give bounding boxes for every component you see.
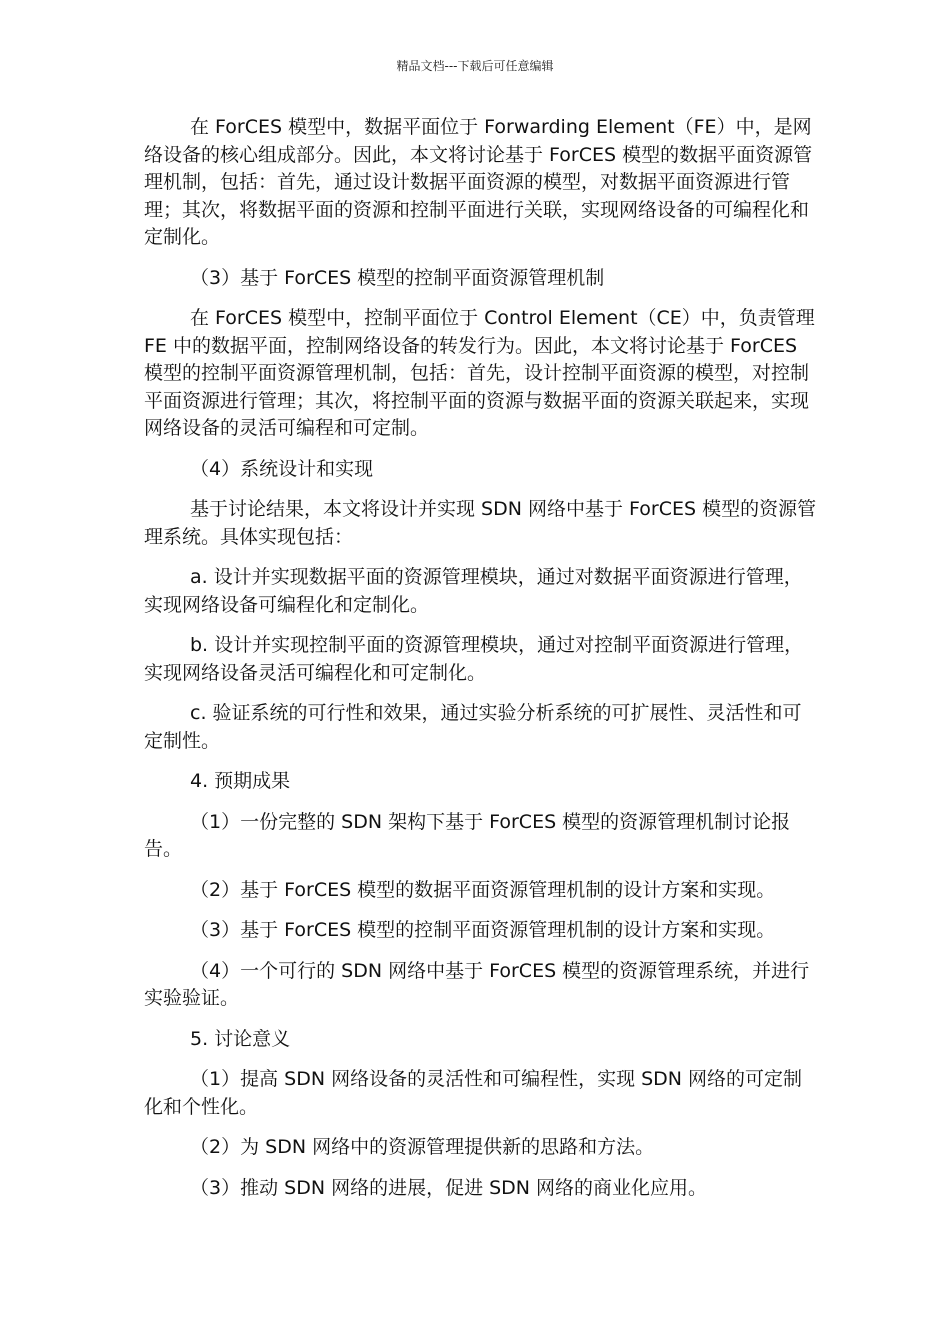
page-header: 精品文档---下载后可任意编辑 (396, 59, 554, 73)
heading-system-design: （4）系统设计和实现 (190, 457, 374, 480)
document-body (144, 114, 820, 1215)
result-item-3: （3）基于 ForCES 模型的控制平面资源管理机制的设计方案和实现。 (190, 919, 776, 941)
list-item-b: b. 设计并实现控制平面的资源管理模块，通过对控制平面资源进行管理，实现网络设备灵活可编程化和可定制化。 (144, 634, 804, 684)
heading-control-plane: （3）基于 ForCES 模型的控制平面资源管理机制 (190, 266, 605, 289)
significance-item-1: （1）提高 SDN 网络设备的灵活性和可编程性，实现 SDN 网络的可定制化和个性化。 (144, 1068, 803, 1118)
result-item-1: （1）一份完整的 SDN 架构下基于 ForCES 模型的资源管理机制讨论报告。 (144, 810, 791, 860)
significance-item-3: （3）推动 SDN 网络的进展，促进 SDN 网络的商业化应用。 (190, 1176, 708, 1199)
paragraph-system-design: 基于讨论结果，本文将设计并实现 SDN 网络中基于 ForCES 模型的资源管理系统。具体实现包括： (144, 498, 817, 548)
result-item-4: （4）一个可行的 SDN 网络中基于 ForCES 模型的资源管理系统，并进行实验验证。 (144, 959, 810, 1009)
heading-significance: 5. 讨论意义 (190, 1027, 291, 1050)
result-item-2: （2）基于 ForCES 模型的数据平面资源管理机制的设计方案和实现。 (190, 878, 776, 901)
list-item-c: c. 验证系统的可行性和效果，通过实验分析系统的可扩展性、灵活性和可定制性。 (144, 702, 802, 752)
list-item-a: a. 设计并实现数据平面的资源管理模块，通过对数据平面资源进行管理，实现网络设备可编程化和定制化。 (144, 566, 803, 616)
heading-expected-results: 4. 预期成果 (190, 770, 291, 792)
significance-item-2: （2）为 SDN 网络中的资源管理提供新的思路和方法。 (190, 1136, 655, 1158)
paragraph-data-plane: 在 ForCES 模型中，数据平面位于 Forwarding Element（FE）中，是网络设备的核心组成部分。因此，本文将讨论基于 ForCES 模型的数据平面资源管理机制，包括：首先，通过设计数据平面资源的模型，对数据平面资源进行管理；其次，将数据平面的资源和控制平面进行关联，实现网络设备的可编程化和定制化。 (144, 116, 813, 248)
paragraph-control-plane: 在 ForCES 模型中，控制平面位于 Control Element（CE）中，负责管理 FE 中的数据平面，控制网络设备的转发行为。因此，本文将讨论基于 ForCES 模型的控制平面资源管理机制，包括：首先，设计控制平面资源的模型，对控制平面资源进行管理；其次，将控制平面的资源与数据平面的资源关联起来，实现网络设备的灵活可编程和可定制。 (144, 307, 815, 439)
